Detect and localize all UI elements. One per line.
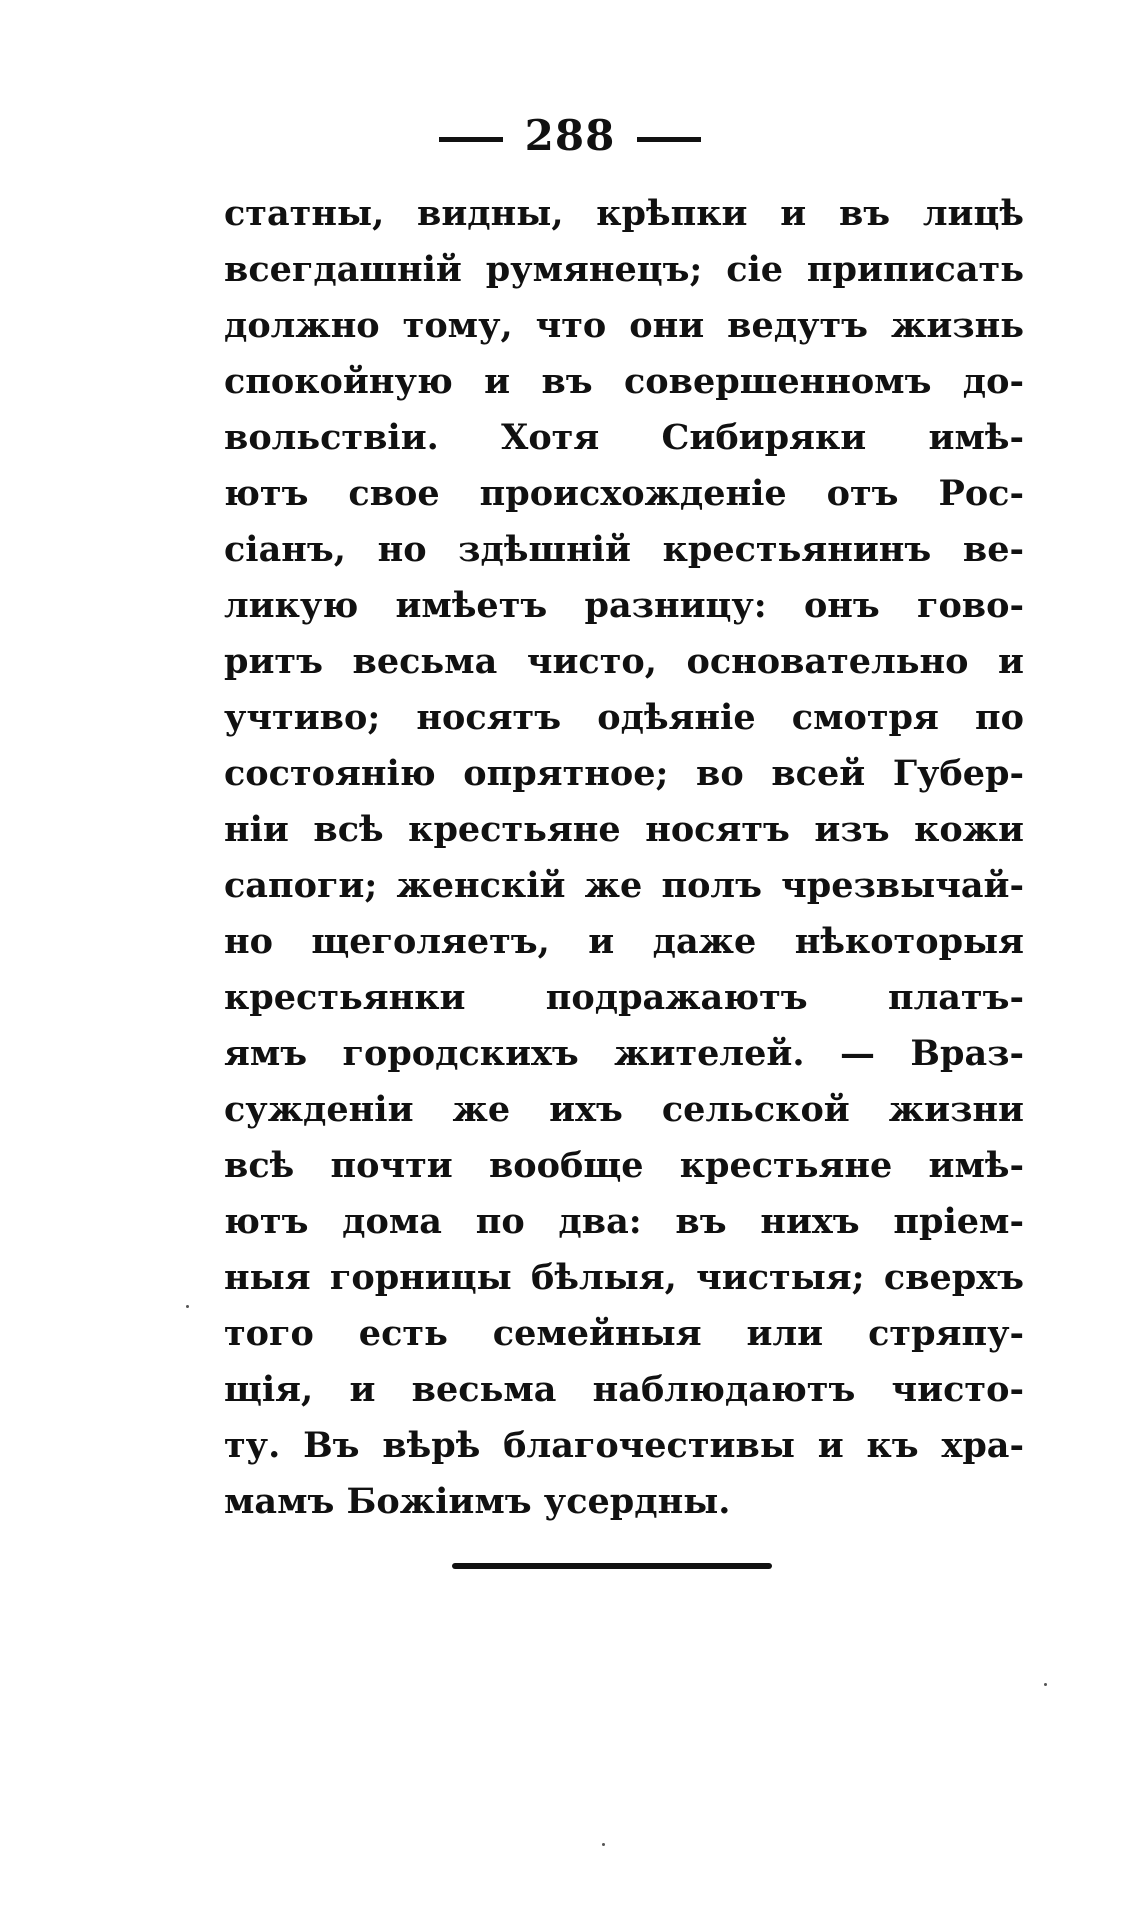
text-line: учтиво; носятъ одѣяніе смотря по: [224, 697, 1024, 738]
text-line: сужденіи же ихъ сельской жизни: [224, 1089, 1024, 1130]
end-rule: [452, 1563, 772, 1569]
text-line: всегдашній румянецъ; сіе приписать: [224, 249, 1024, 290]
text-line: ютъ дома по два: въ нихъ пріем-: [224, 1201, 1024, 1242]
text-line: всѣ почти вообще крестьяне имѣ-: [224, 1145, 1024, 1186]
text-line: того есть семейныя или стряпу-: [224, 1313, 1024, 1354]
paper-speck: [1044, 1683, 1047, 1686]
header-dash-right: [637, 137, 701, 142]
text-line: ютъ свое происхожденіе отъ Рос-: [224, 473, 1024, 514]
text-line: ныя горницы бѣлыя, чистыя; сверхъ: [224, 1257, 1024, 1298]
text-line: вольствіи. Хотя Сибиряки имѣ-: [224, 417, 1024, 458]
text-line: спокойную и въ совершенномъ до-: [224, 361, 1024, 402]
text-line: щія, и весьма наблюдаютъ чисто-: [224, 1369, 1024, 1410]
text-line: ритъ весьма чисто, основательно и: [224, 641, 1024, 682]
page-number: 288: [524, 111, 616, 160]
text-line: ніи всѣ крестьяне носятъ изъ кожи: [224, 809, 1024, 850]
text-line: но щеголяетъ, и даже нѣкоторыя: [224, 921, 1024, 962]
text-line: сіанъ, но здѣшній крестьянинъ ве-: [224, 529, 1024, 570]
text-line: ямъ городскихъ жителей. — Враз-: [224, 1033, 1024, 1074]
body-text: [224, 186, 1024, 1530]
text-line: должно тому, что они ведутъ жизнь: [224, 305, 1024, 346]
text-line: ту. Въ вѣрѣ благочестивы и къ хра-: [224, 1425, 1024, 1466]
text-line-last: мамъ Божіимъ усердны.: [224, 1481, 731, 1522]
paper-speck: [186, 1305, 189, 1308]
page-header: [0, 108, 1140, 164]
paper-speck: [602, 1843, 605, 1846]
text-line: статны, видны, крѣпки и въ лицѣ: [224, 193, 1024, 234]
text-line: ликую имѣетъ разницу: онъ гово-: [224, 585, 1024, 626]
text-line: крестьянки подражаютъ платъ-: [224, 977, 1024, 1018]
text-line: состоянію опрятное; во всей Губер-: [224, 753, 1024, 794]
header-dash-left: [439, 137, 503, 142]
text-line: сапоги; женскій же полъ чрезвычай-: [224, 865, 1024, 906]
